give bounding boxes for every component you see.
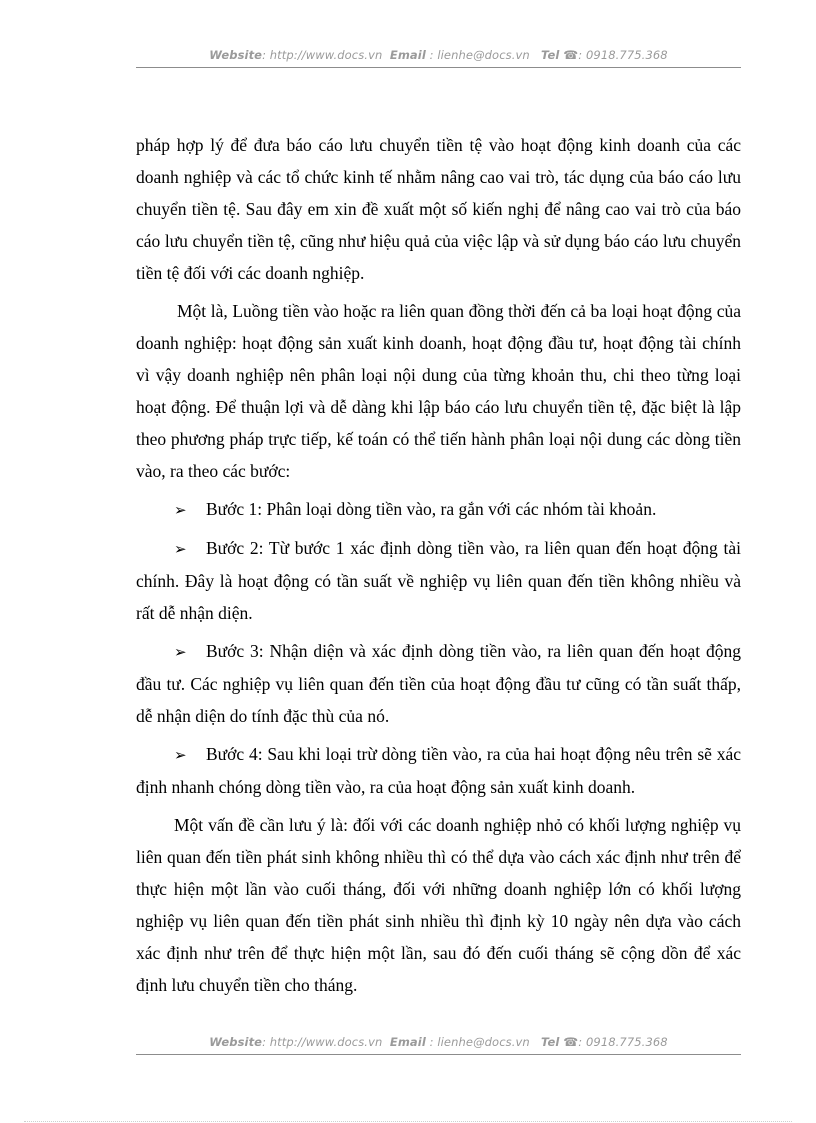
paragraph-note: Một vấn đề cần lưu ý là: đối với các doanh nghiệp nhỏ có khối lượng nghiệp vụ liên quan đến tiền phát sinh không nhiều thì có thể dựa vào cách xác định như trên để thực hiện một lần vào cuối tháng, đối với những doanh nghiệp lớn có khối lượng nghiệp vụ liên quan đến tiền phát sinh nhiều thì định kỳ 10 ngày nên dựa vào cách xác định như trên để thực hiện một lần, sau đó đến cuối tháng sẽ cộng dồn để xác định lưu chuyển tiền cho tháng.	[136, 815, 741, 995]
step-text-3: Bước 3: Nhận diện và xác định dòng tiền vào, ra liên quan đến hoạt động đầu tư. Các nghiệp vụ liên quan đến tiền của hoạt động đầu tư cũng có tần suất thấp, dễ nhận diện do tính đặc thù của nó.	[136, 641, 741, 726]
header-email-label: Email	[389, 48, 426, 62]
step-text-1: Bước 1: Phân loại dòng tiền vào, ra gắn với các nhóm tài khoản.	[206, 499, 657, 519]
step-item-2	[136, 532, 741, 629]
footer-website-link[interactable]: : http://www.docs.vn	[262, 1035, 383, 1049]
phone-icon: ☎	[563, 1035, 579, 1049]
arrow-bullet-icon: ➢	[174, 540, 187, 558]
footer-email-label: Email	[389, 1035, 426, 1049]
header-tel-label: Tel	[541, 48, 560, 62]
paragraph-intro: pháp hợp lý để đưa báo cáo lưu chuyển tiền tệ vào hoạt động kinh doanh của các doanh nghiệp và các tổ chức kinh tế nhằm nâng cao vai trò, tác dụng của báo cáo lưu chuyển tiền tệ. Sau đây em xin đề xuất một số kiến nghị để nâng cao vai trò của báo cáo lưu chuyển tiền tệ, cũng như hiệu quả của việc lập và sử dụng báo cáo lưu chuyển tiền tệ đối với các doanh nghiệp.	[136, 135, 741, 283]
footer-email-link[interactable]: : lienhe@docs.vn	[425, 1035, 530, 1049]
footer-tel-value: : 0918.775.368	[578, 1035, 668, 1049]
arrow-bullet-icon: ➢	[174, 746, 187, 764]
step-text-4: Bước 4: Sau khi loại trừ dòng tiền vào, ra của hai hoạt động nêu trên sẽ xác định nhanh chóng dòng tiền vào, ra của hoạt động sản xuất kinh doanh.	[136, 744, 741, 797]
footer-website-label: Website	[209, 1035, 263, 1049]
header-email-link[interactable]: : lienhe@docs.vn	[425, 48, 530, 62]
header-website-link[interactable]: : http://www.docs.vn	[262, 48, 383, 62]
footer-tel-label: Tel	[541, 1035, 560, 1049]
page-header	[136, 48, 741, 62]
header-tel-value: : 0918.775.368	[578, 48, 668, 62]
step-text-2: Bước 2: Từ bước 1 xác định dòng tiền vào, ra liên quan đến hoạt động tài chính. Đây là hoạt động có tần suất về nghiệp vụ liên quan đến tiền không nhiều và rất dễ nhận diện.	[136, 538, 741, 623]
step-item-1	[136, 493, 741, 526]
document-body	[136, 129, 741, 1001]
page-footer	[136, 1035, 741, 1049]
step-item-4	[136, 738, 741, 803]
header-website-label: Website	[209, 48, 263, 62]
step-item-3	[136, 635, 741, 732]
page-bottom-border	[24, 1121, 792, 1122]
paragraph-mot-la: Một là, Luồng tiền vào hoặc ra liên quan đồng thời đến cả ba loại hoạt động của doanh nghiệp: hoạt động sản xuất kinh doanh, hoạt động đầu tư, hoạt động tài chính vì vậy doanh nghiệp nên phân loại nội dung của từng khoản thu, chi theo từng loại hoạt động. Để thuận lợi và dễ dàng khi lập báo cáo lưu chuyển tiền tệ, đặc biệt là lập theo phương pháp trực tiếp, kế toán có thể tiến hành phân loại nội dung các dòng tiền vào, ra theo các bước:	[136, 301, 741, 481]
arrow-bullet-icon: ➢	[174, 643, 187, 661]
footer-divider	[136, 1054, 741, 1055]
phone-icon: ☎	[563, 48, 579, 62]
arrow-bullet-icon: ➢	[174, 501, 187, 519]
header-divider	[136, 67, 741, 68]
